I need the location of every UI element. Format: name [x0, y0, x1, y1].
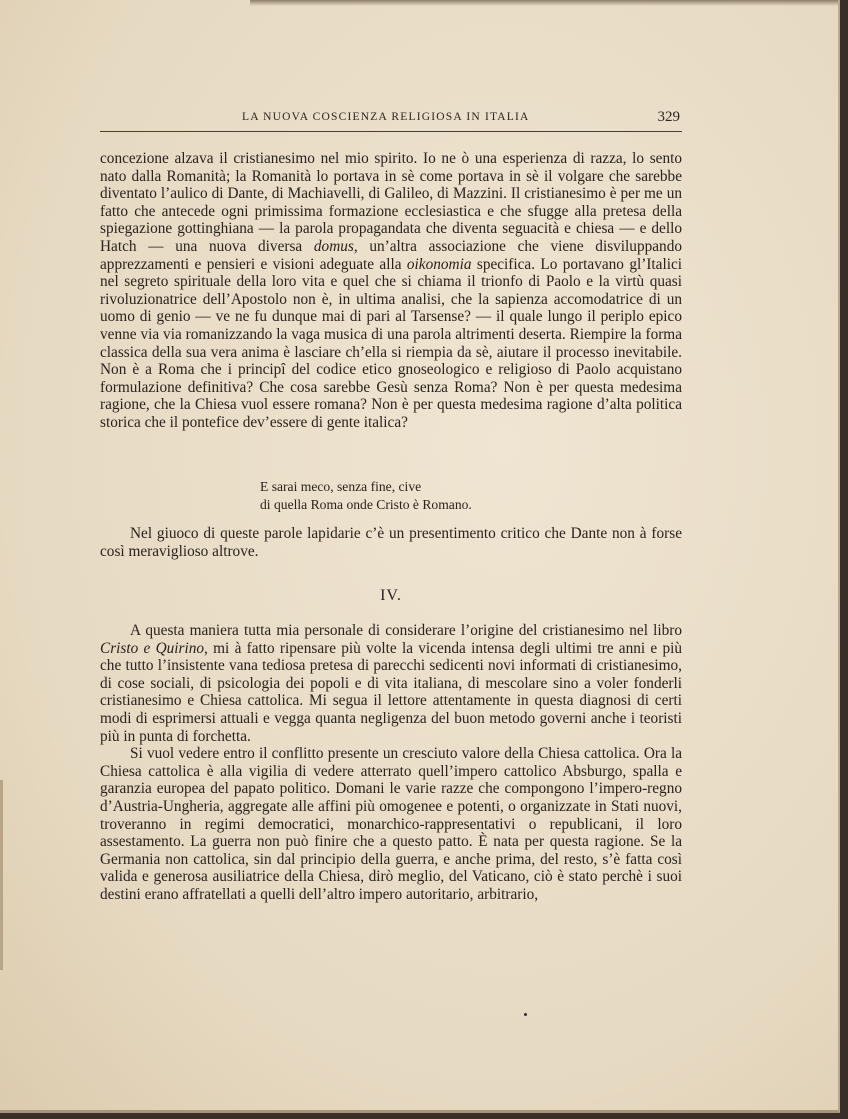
paragraph-2: Nel giuoco di queste parole lapidarie c’è un presentimento critico che Dante non à forse così meraviglioso altrove.	[100, 525, 682, 560]
italic-domus: domus	[313, 237, 354, 255]
running-header	[100, 111, 682, 132]
italic-oikonomia: oikonomia	[406, 255, 472, 273]
verse-quote	[260, 478, 472, 513]
paragraph-3: A questa maniera tutta mia personale di considerare l’origine del cristianesimo nel libro Cristo e Quirino, mi à fatto ripensare più volte la vicenda intensa degli ultimi tre anni e più che tutto l’insistente vana tediosa pretesa di parecchi sedicenti novi informati di cristianesimo, di cose sociali, di psicologia dei popoli e di vita italiana, di mescolare sino a voler fonderli cristianesimo e Chiesa cattolica. Mi segua il lettore attentamente in questa diagnosi di certi modi di esprimersi attuali e vegga quanta negligenza del buon metodo governi anche i teoristi più in punta di forchetta. Si vuol vedere entro il conflitto presente un cresciuto valore della Chiesa cattolica. Ora la Chiesa cattolica è alla vigilia di vedere atterrato quell’impero cattolico Absburgo, spalla e garanzia europea del papato politico. Domani le varie razze che compongono l’impero-regno d’Austria-Ungheria, aggregate alle affini più omogenee e potenti, o organizzate in Stati nuovi, troveranno in regimi democratici, monarchico-rappresentativi o republicani, il loro assestamento. La guerra non può finire che a questo patto. È nata per questa ragione. Se la Germania non cattolica, sin dal principio della guerra, e anche prima, del resto, s’è fatta così valida e generosa ausiliatrice della Chiesa, dirò meglio, del Vaticano, ciò è stato perchè i suoi destini erano affratellati a quelli dell’altro impero autoritario, arbitrario,	[100, 622, 683, 903]
paragraph-4: Si vuol vedere entro il conflitto presente un cresciuto valore della Chiesa cattolica. Ora la Chiesa cattolica è alla vigilia di vedere atterrato quell’impero cattolico Absburgo, spalla e garanzia europea del papato politico. Domani le varie razze che compongono l’impero-regno d’Austria-Ungheria, aggregate alle affini più omogenee e potenti, o organizzate in Stati nuovi, troveranno in regimi democratici, monarchico-rappresentativi o republicani, il loro assestamento. La guerra non può finire che a questo patto. È nata per questa ragione. Se la Germania non cattolica, sin dal principio della guerra, e anche prima, del resto, s’è fatta così valida e generosa ausiliatrice della Chiesa, dirò meglio, del Vaticano, ciò è stato perchè i suoi destini erano affratellati a quelli dell’altro impero autoritario, arbitrario,	[100, 745, 682, 903]
paragraph-1: concezione alzava il cristianesimo nel mio spirito. Io ne ò una esperienza di razza, lo sento nato dalla Romanità; la Romanità lo portava in sè come portava in sè il volgare che sarebbe diventato l’aulico di Dante, di Machiavelli, di Galileo, di Mazzini. Il cristianesimo è per me un fatto che antecede ogni primissima formazione ecclesiastica e che sfugge alla pretesa della spiegazione gottinghiana — la parola propagandata che diventa seguacità e chiesa — e dello Hatch — una nuova diversa domus, un’altra associazione che viene disviluppando apprezzamenti e pensieri e visioni adeguate alla oikonomia specifica. Lo portavano gl’Italici nel segreto spirituale della loro vita e quel che si chiama il trionfo di Paolo e la virtù quasi rivoluzionatrice dell’Apostolo non è, in ultima analisi, che la sapienza accomodatrice di un uomo di genio — ve ne fu dunque mai di pari al Tarsense? — il quale lungo il periplo epico venne via via romanizzando la vaga musica di una parola altrimenti deserta. Riempire la forma classica della sua vera anima è lasciare ch’ella si riempia da sè, aiutare il processo inevitabile. Non è a Roma che i principî del codice etico gnoseologico e religioso di Paolo acquistano formulazione definitiva? Che cosa sarebbe Gesù senza Roma? Non è per questa medesima ragione, che la Chiesa vuol essere romana? Non è per questa medesima ragione d’alta politica storica che il pontefice dev’essere di gente italica?	[100, 150, 682, 431]
running-title: LA NUOVA COSCIENZA RELIGIOSA IN ITALIA	[242, 111, 530, 123]
page-number: 329	[657, 109, 680, 125]
italic-book-title: Cristo e Quirino	[100, 639, 205, 657]
verse-line-2: di quella Roma onde Cristo è Romano.	[260, 496, 472, 512]
page-left-edge	[0, 780, 3, 970]
section-heading: IV.	[380, 587, 402, 604]
verse-line-1: E sarai meco, senza fine, cive	[260, 479, 422, 494]
page-edge-shadow	[250, 0, 838, 6]
paper-speck	[524, 1013, 527, 1016]
